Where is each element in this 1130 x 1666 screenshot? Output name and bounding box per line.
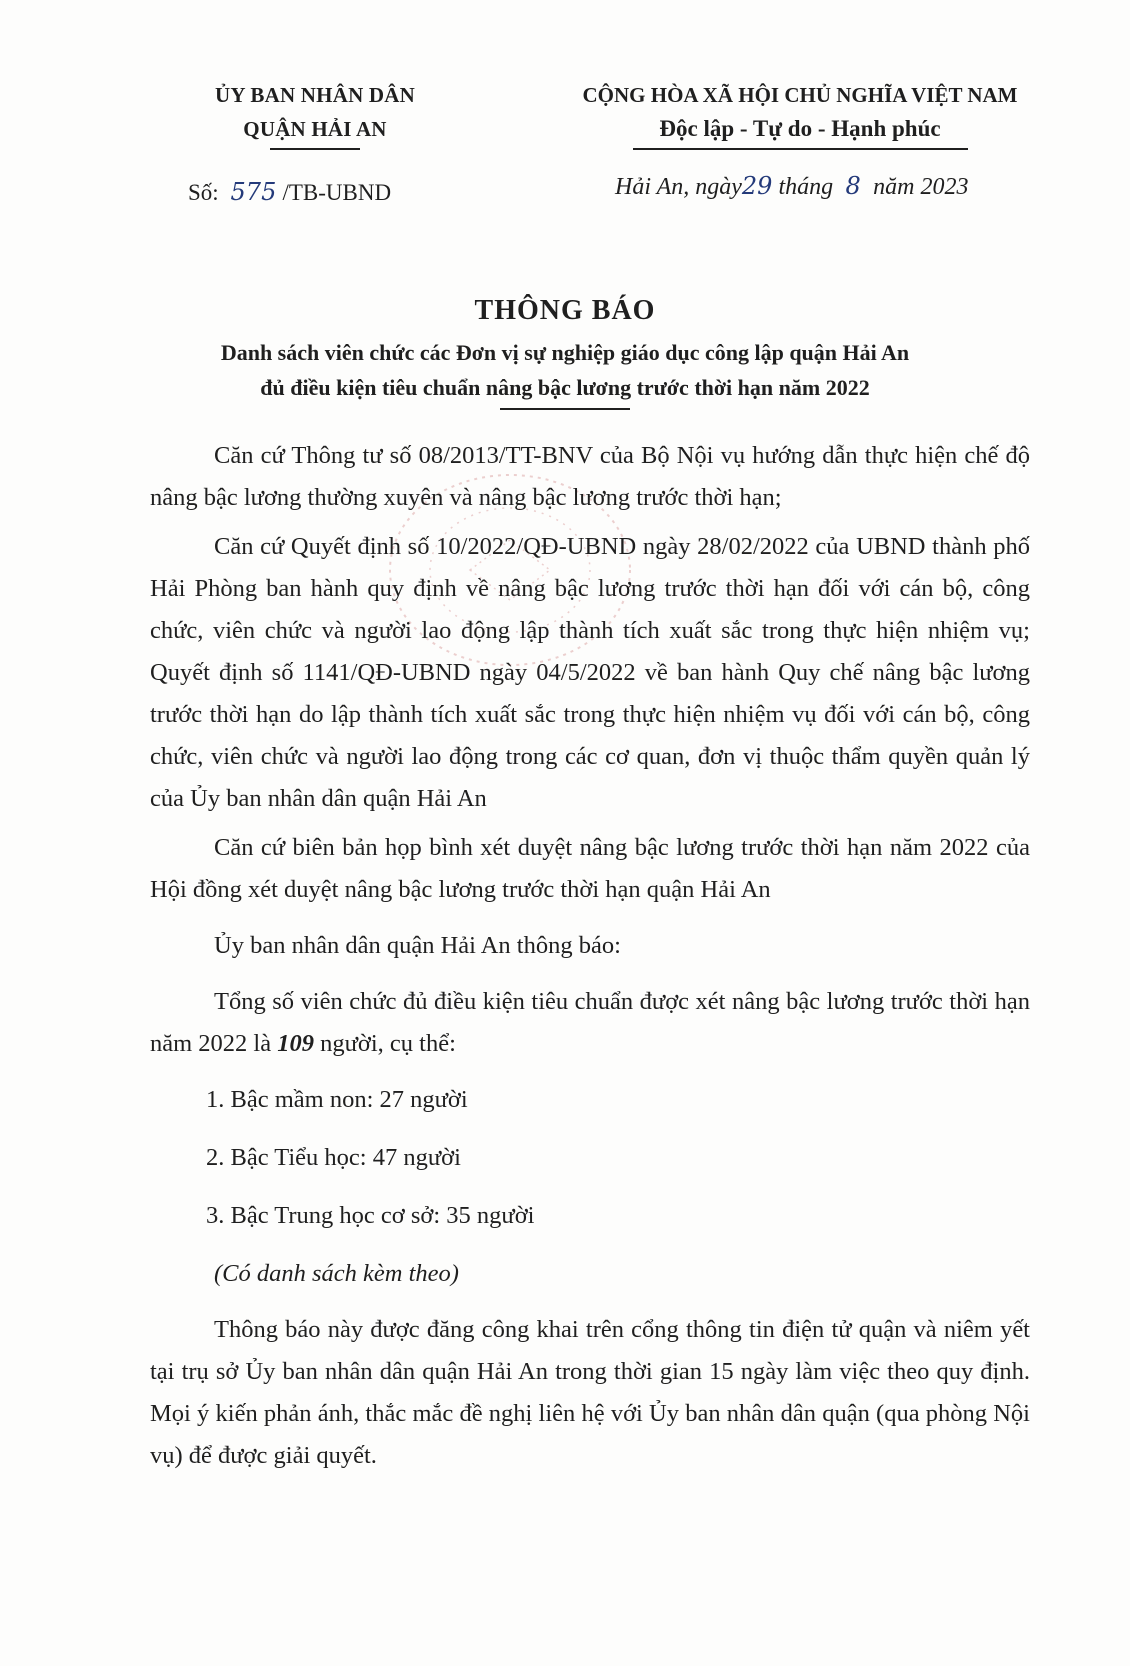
attachment-note: (Có danh sách kèm theo) <box>214 1260 459 1287</box>
legal-basis-paragraph-1: Căn cứ Thông tư số 08/2013/TT-BNV của Bộ Nội vụ hướng dẫn thực hiện chế độ nâng bậc lương thường xuyên và nâng bậc lương trước thời hạn; <box>150 442 1030 511</box>
total-paragraph <box>150 981 1030 1065</box>
motto-underline <box>633 148 968 150</box>
announcement-intro: Ủy ban nhân dân quận Hải An thông báo: <box>214 932 621 959</box>
date-place: Hải An, ngày <box>615 174 742 200</box>
list-item: 2. Bậc Tiểu học: 47 người <box>206 1144 461 1171</box>
total-text-before: Tổng số viên chức đủ điều kiện tiêu chuẩn được xét nâng bậc lương trước thời hạn năm 2022 là <box>150 988 1030 1057</box>
list-item: 1. Bậc mầm non: 27 người <box>206 1086 468 1113</box>
document-subtitle <box>120 335 1010 410</box>
date-year: năm 2023 <box>873 174 969 200</box>
document-title: THÔNG BÁO <box>474 295 656 326</box>
issue-date <box>615 172 968 201</box>
document-number <box>188 178 391 206</box>
doc-number-handwritten: 575 <box>230 178 277 206</box>
doc-number-suffix: /TB-UBND <box>282 180 392 205</box>
date-day-handwritten: 29 <box>741 172 773 200</box>
national-motto: Độc lập - Tự do - Hạnh phúc <box>659 116 941 141</box>
authority-line-1: ỦY BAN NHÂN DÂN <box>215 83 415 107</box>
authority-line-2: QUẬN HẢI AN <box>243 117 387 141</box>
national-title <box>540 78 1060 150</box>
legal-basis-paragraph-3: Căn cứ biên bản họp bình xét duyệt nâng bậc lương trước thời hạn năm 2022 của Hội đồng xét duyệt nâng bậc lương trước thời hạn quận Hải An <box>150 834 1030 903</box>
publication-paragraph: Thông báo này được đăng công khai trên cổng thông tin điện tử quận và niêm yết tại trụ sở Ủy ban nhân dân quận Hải An trong thời gian 15 ngày làm việc theo quy định. Mọi ý kiến phản ánh, thắc mắc đề nghị liên hệ với Ủy ban nhân dân quận (qua phòng Nội vụ) để được giải quyết. <box>150 1316 1030 1469</box>
date-month-label: tháng <box>778 174 834 200</box>
total-count: 109 <box>277 1030 314 1057</box>
total-text-after: người, cụ thể: <box>320 1030 456 1057</box>
legal-basis-paragraph-2: Căn cứ Quyết định số 10/2022/QĐ-UBND ngày 28/02/2022 của UBND thành phố Hải Phòng ban hành quy định về nâng bậc lương trước thời hạn đối với cán bộ, công chức, viên chức và người lao động lập thành tích xuất sắc trong thực hiện nhiệm vụ; Quyết định số 1141/QĐ-UBND ngày 04/5/2022 về ban hành Quy chế nâng bậc lương trước thời hạn do lập thành tích xuất sắc trong thực hiện nhiệm vụ đối với cán bộ, công chức, viên chức và người lao động trong các cơ quan, đơn vị thuộc thẩm quyền quản lý của Ủy ban nhân dân quận Hải An <box>150 533 1030 812</box>
national-name: CỘNG HÒA XÃ HỘI CHỦ NGHĨA VIỆT NAM <box>582 83 1018 107</box>
list-item: 3. Bậc Trung học cơ sở: 35 người <box>206 1202 535 1229</box>
date-month-handwritten: 8 <box>845 172 861 200</box>
subtitle-line-1: Danh sách viên chức các Đơn vị sự nghiệp giáo dục công lập quận Hải An <box>220 340 910 365</box>
subtitle-line-2: đủ điều kiện tiêu chuẩn nâng bậc lương trước thời hạn năm 2022 <box>260 375 870 400</box>
subtitle-underline <box>500 408 630 410</box>
authority-underline <box>270 148 360 150</box>
doc-number-prefix: Số: <box>188 180 219 205</box>
issuing-authority <box>150 78 480 150</box>
document-body <box>150 435 1030 1484</box>
